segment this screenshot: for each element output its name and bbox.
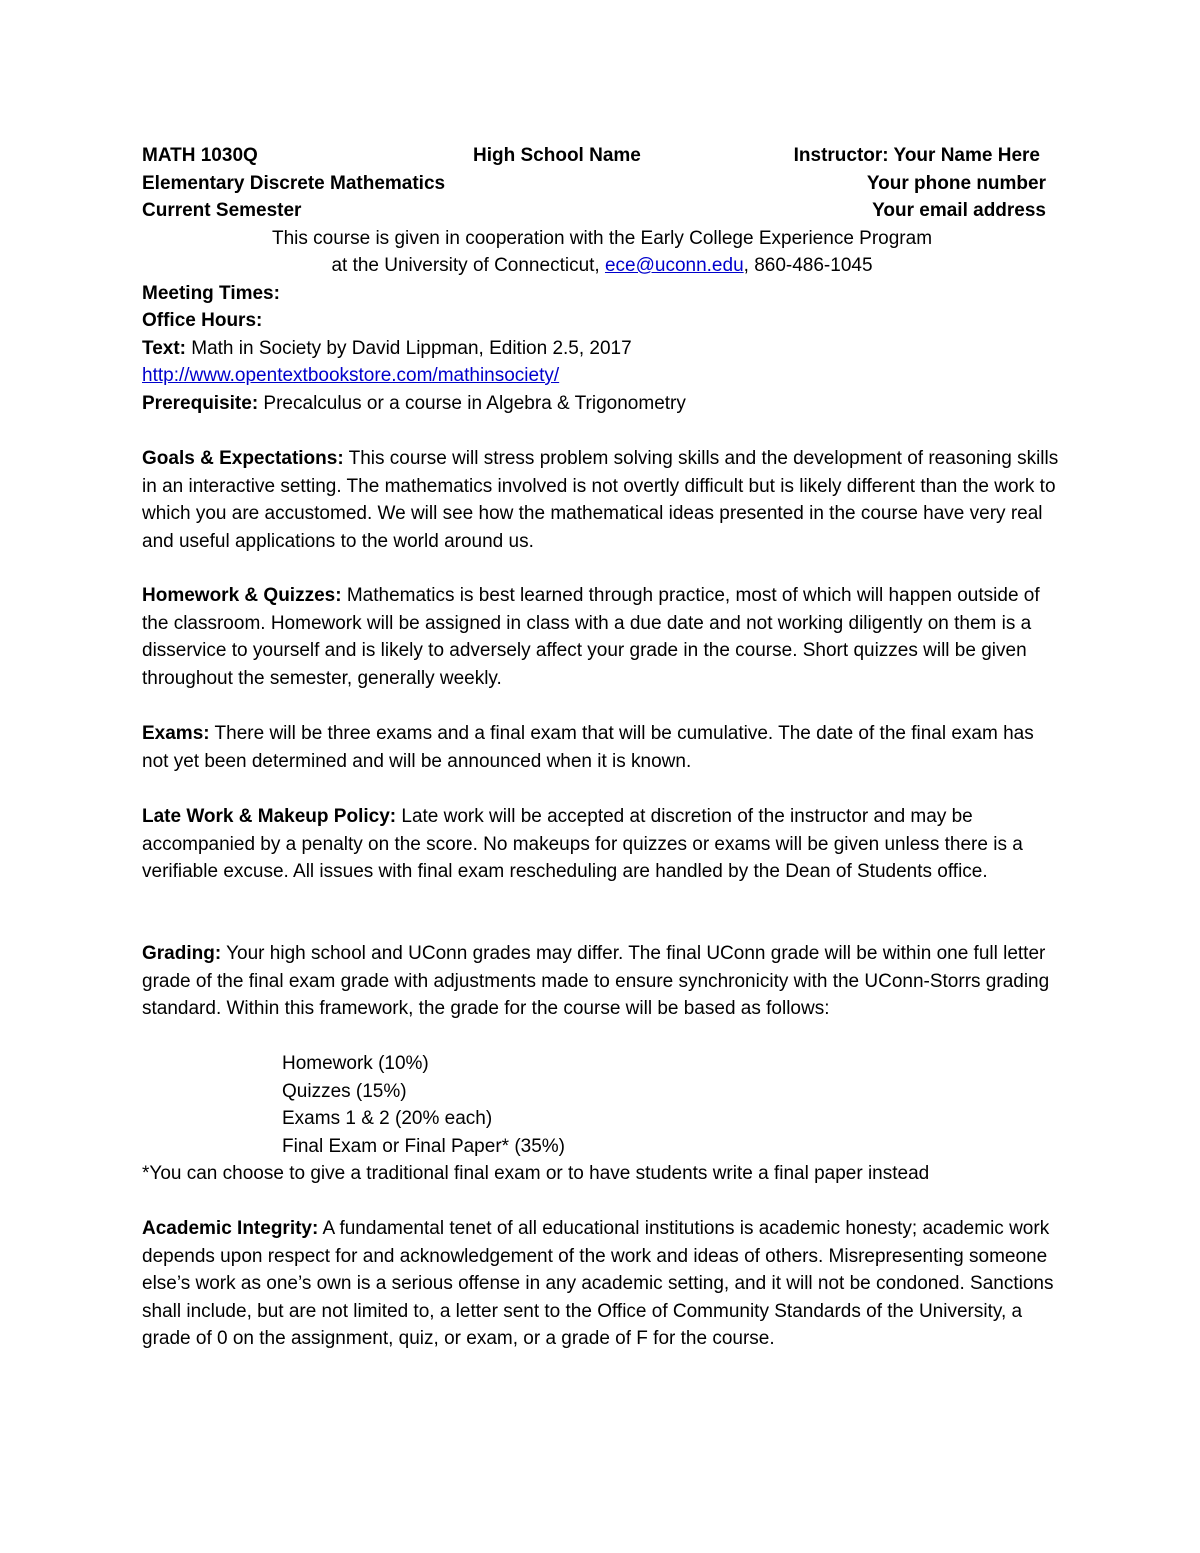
homework-paragraph bbox=[142, 582, 1062, 692]
grade-item: Homework (10%) bbox=[282, 1053, 429, 1074]
integrity-paragraph bbox=[142, 1215, 1062, 1353]
exams-text: There will be three exams and a final exam that will be cumulative. The date of the final exam has not yet been determined and will be announced when it is known. bbox=[142, 723, 1034, 772]
grade-item: Final Exam or Final Paper* (35%) bbox=[282, 1136, 565, 1157]
exams-label: Exams: bbox=[142, 723, 210, 744]
exams-paragraph bbox=[142, 720, 1062, 775]
textbook-line bbox=[142, 335, 632, 363]
integrity-text: A fundamental tenet of all educational institutions is academic honesty; academic work depends upon respect for and acknowledgement of the work and ideas of others. Misrepresenting someone else’s work as one’s own is a serious offense in any academic setting, and it will not be condoned. Sanctions shall include, but are not limited to, a letter sent to the Office of Community Standards of the University, a grade of 0 on the assignment, quiz, or exam, or a grade of F for the course. bbox=[142, 1218, 1054, 1349]
office-hours-label: Office Hours: bbox=[142, 310, 263, 331]
semester: Current Semester bbox=[142, 200, 302, 221]
goals-paragraph bbox=[142, 445, 1062, 555]
instructor-phone: Your phone number bbox=[866, 173, 1046, 194]
course-title: Elementary Discrete Mathematics bbox=[142, 173, 446, 194]
prerequisite-value: Precalculus or a course in Algebra & Trigonometry bbox=[258, 393, 686, 414]
homework-text: Mathematics is best learned through practice, most of which will happen outside of the classroom. Homework will be assigned in class with a due date and not working diligently on them is a disservice to yourself and is likely to adversely affect your grade in the course. Short quizzes will be given throughout the semester, generally weekly. bbox=[142, 585, 1040, 689]
homework-label: Homework & Quizzes: bbox=[142, 585, 342, 606]
course-code: MATH 1030Q bbox=[142, 145, 258, 166]
integrity-label: Academic Integrity: bbox=[142, 1218, 319, 1239]
goals-text: This course will stress problem solving skills and the development of reasoning skills in an interactive setting. The mathematics involved is not overtly difficult but is likely different than the work to which you are accustomed. We will see how the mathematical ideas presented in the course have very real and useful applications to the world around us. bbox=[142, 448, 1059, 552]
grade-item: Exams 1 & 2 (20% each) bbox=[282, 1108, 493, 1129]
instructor-email: Your email address bbox=[872, 200, 1046, 221]
textbook-url-link[interactable]: http://www.opentextbookstore.com/mathinsociety/ bbox=[142, 365, 560, 386]
cooperation-line-1: This course is given in cooperation with the Early College Experience Program bbox=[271, 228, 933, 249]
ece-email-link[interactable]: ece@uconn.edu bbox=[604, 255, 744, 276]
cooperation-suffix: , 860-486-1045 bbox=[743, 255, 873, 276]
grading-paragraph bbox=[142, 940, 1062, 1023]
cooperation-line-2 bbox=[142, 252, 1062, 280]
grading-text: Your high school and UConn grades may differ. The final UConn grade will be within one full letter grade of the final exam grade with adjustments made to ensure synchronicity with the UConn-Storrs grading standard. Within this framework, the grade for the course will be based as follows: bbox=[142, 943, 1050, 1019]
cooperation-prefix: at the University of Connecticut, bbox=[331, 255, 605, 276]
grading-label: Grading: bbox=[142, 943, 222, 964]
prerequisite-line bbox=[142, 390, 686, 418]
prerequisite-label: Prerequisite: bbox=[142, 393, 259, 414]
goals-label: Goals & Expectations: bbox=[142, 448, 344, 469]
late-work-label: Late Work & Makeup Policy: bbox=[142, 806, 397, 827]
meeting-times-label: Meeting Times: bbox=[142, 283, 280, 304]
instructor-name: Instructor: Your Name Here bbox=[793, 145, 1040, 166]
late-work-text: Late work will be accepted at discretion of the instructor and may be accompanied by a penalty on the score. No makeups for quizzes or exams will be given unless there is a verifiable excuse. All issues with final exam rescheduling are handled by the Dean of Students office. bbox=[142, 806, 1023, 882]
late-work-paragraph bbox=[142, 803, 1062, 886]
text-label: Text: bbox=[142, 338, 186, 359]
school-name: High School Name bbox=[473, 145, 641, 166]
text-value: Math in Society by David Lippman, Edition 2.5, 2017 bbox=[185, 338, 632, 359]
grade-item: Quizzes (15%) bbox=[282, 1081, 407, 1102]
grading-footnote: *You can choose to give a traditional final exam or to have students write a final paper instead bbox=[142, 1163, 930, 1184]
